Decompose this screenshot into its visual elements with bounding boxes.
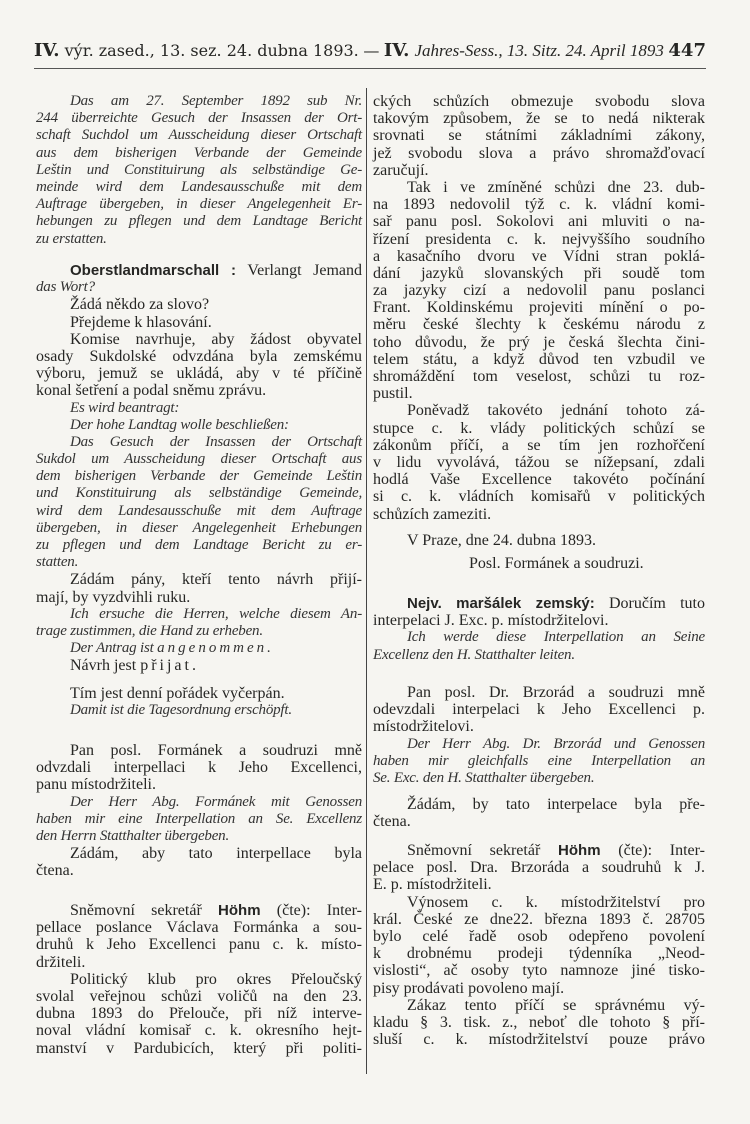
marshal-response — [373, 595, 705, 664]
text-line: řízení presidenta c. k. nejvyššího soudního — [373, 230, 705, 248]
text-line: druhů k Jeho Excellenci panu c. k. místo- — [36, 936, 362, 954]
header-session-roman-cz: IV. — [34, 40, 60, 61]
text-line: V Praze, dne 24. dubna 1893. — [407, 532, 596, 549]
text-line: Pan posl. Dr. Brzorád a soudruzi mně — [407, 684, 705, 701]
text-line: dubna 1893 do Přelouče, při níž interve- — [36, 1005, 362, 1023]
text-line: hebungen zu pflegen und dem Landtage Bericht — [36, 213, 362, 230]
text-line: 244 überreichte Gesuch der Insassen der Ort- — [36, 110, 362, 127]
text-line: odvzdali interpellaci k Jeho Excellenci, — [36, 759, 362, 777]
text-line: Posl. Formánek a soudruzi. — [469, 555, 644, 572]
signature — [373, 555, 705, 572]
text-line: trage zustimmen, die Hand zu erheben. — [36, 622, 263, 639]
text-line: Přejdeme k hlasování. — [70, 313, 212, 331]
text-line — [36, 657, 362, 674]
text-line: Pan posl. Formánek a soudruzi mně — [70, 742, 362, 759]
text-line: zaručují. — [373, 161, 429, 179]
text-line: výboru, jemuž se ukládá, aby v té příčině — [36, 365, 362, 383]
text-line: das Wort? — [36, 279, 95, 296]
agenda-closed — [36, 685, 362, 719]
text-line: čtena. — [373, 813, 411, 831]
text-line: Komise navrhuje, aby žádost obyvatel — [70, 330, 362, 348]
text-line: zákonům příčí, a se tím jen rozhořčení — [373, 436, 705, 454]
text-segment: Verlangt Jemand — [236, 262, 362, 279]
text-line: sluší c. k. místodržitelství pouze právo — [373, 1031, 705, 1049]
text-line: dem bisherigen Verbande der Gemeinde Leštin — [36, 468, 362, 485]
page-number: 447 — [668, 40, 706, 61]
text-line: toho důvodu, že prý je česká šlechta čini- — [373, 333, 705, 351]
text-line: Žádá někdo za slovo? — [70, 296, 210, 314]
text-line: kladu § 3. tisk. z., neboť dle tohoto § pří- — [373, 1013, 705, 1031]
text-line: pustil. — [373, 385, 413, 403]
header-german — [384, 40, 664, 61]
text-line — [373, 595, 705, 612]
text-line: Tak i ve zmíněné schůzi dne 23. dub- — [407, 178, 705, 196]
text-line: Das Gesuch der Insassen der Ortschaft — [70, 433, 362, 450]
text-line: Frant. Koldinskému projeviti mínění o po- — [373, 299, 705, 317]
text-line: hodlá Vaše Excellence takovéto počínání — [373, 471, 705, 489]
text-line: ckých schůzích obmezuje svobodu slova — [373, 93, 705, 110]
text-line: Auftrage übergeben, in dieser Angelegenheit Er- — [36, 196, 362, 213]
text-line — [36, 640, 362, 657]
text-line: Leštin und Constituirung als selbständige Ge- — [36, 161, 362, 178]
text-line: shromáždění tom veselost, schůzi tu roz- — [373, 368, 705, 385]
text-line: bylo celé řadě osob odepřeno povolení — [373, 927, 705, 945]
brzorad-interpellation-notice — [373, 684, 705, 787]
text-line: zu pflegen und dem Landtage Bericht zu er- — [36, 537, 362, 553]
text-line: Excellenz den H. Statthalter leiten. — [373, 646, 575, 663]
text-line: odevzdali interpelaci k Jeho Excellenci p. — [373, 701, 705, 719]
text-line: Ich ersuche die Herren, welche diesem An- — [70, 605, 362, 622]
speaker-name: Nejv. maršálek zemský: — [407, 595, 595, 612]
text-line: Zádám, aby tato interpellace byla — [70, 845, 362, 863]
text-line: osady Sukdolské odvzdána byla zemskému — [36, 347, 362, 365]
header-dash: — — [363, 41, 380, 60]
text-segment: (čte): Inter- — [600, 842, 705, 859]
text-segment: přijat. — [140, 657, 199, 675]
text-line: stupce c. k. vlády politických schůzí se — [373, 419, 705, 437]
speaker-name: Oberstlandmarschall : — [70, 262, 236, 279]
text-line: pellace poslance Václava Formánka a sou- — [36, 919, 362, 937]
text-line: Es wird beantragt: — [70, 399, 180, 416]
speaker-name: Höhm — [558, 842, 601, 859]
text-line: Politický klub pro okres Přeloučský — [70, 970, 362, 988]
text-line: Der hohe Landtag wolle beschließen: — [70, 416, 289, 433]
text-line: na 1893 nedovolil týž c. k. vládní komi- — [373, 196, 705, 214]
formanek-interpellation-text — [36, 902, 362, 1057]
text-segment: angenommen. — [157, 640, 274, 657]
header-session-roman-de: IV. — [383, 40, 410, 61]
text-line: schaft Suchdol um Ausscheidung dieser Ortschaft — [36, 127, 362, 144]
text-line: übergeben, in dieser Angelegenheit Erhebungen — [36, 519, 362, 536]
text-line — [373, 842, 705, 859]
text-line: místodržitelovi. — [373, 718, 474, 736]
text-line: Zádám pány, kteří tento návrh přijí- — [70, 571, 362, 589]
header-session-de: Jahres-Sess., 13. Sitz. 24. April 1893 — [414, 41, 664, 60]
text-line: držiteli. — [36, 953, 86, 971]
text-line: Der Herr Abg. Dr. Brzorád und Genossen — [407, 735, 705, 752]
interpellation-continued — [373, 93, 705, 523]
text-line: haben mir eine Interpellation an Se. Excellenz — [36, 810, 362, 827]
text-segment: Sněmovní sekretář — [407, 842, 559, 859]
text-line: k drobnému prodeji týdenníka „Neod- — [373, 945, 705, 963]
text-line: sař panu posl. Sokolovi ani mluviti o na- — [373, 213, 705, 231]
running-header — [34, 40, 706, 66]
text-line: Tím jest denní pořádek vyčerpán. — [70, 685, 285, 702]
text-line — [36, 262, 362, 279]
text-line: v lidu vyvolává, tážou se nížepsaní, zdali — [373, 453, 705, 471]
text-line: měru české šlechty k českému národu z — [373, 316, 705, 334]
header-session-cz: výr. zased., 13. sez. 24. dubna 1893. — [64, 41, 359, 60]
column-divider — [366, 88, 367, 1074]
text-line: jež svobodu slova a právo shromažďovací — [373, 144, 705, 162]
text-line: haben mir gleichfalls eine Interpellation an — [373, 752, 705, 769]
text-segment: Der Antrag ist — [70, 640, 158, 657]
place-date — [373, 532, 705, 549]
text-line — [36, 902, 362, 919]
text-line: Poněvadž takovéto jednání tohoto zá- — [407, 402, 705, 420]
text-line: Ich werde diese Interpellation an Seine — [407, 629, 705, 646]
text-line: zu erstatten. — [36, 230, 107, 247]
text-line: manství v Pardubicích, který při politi- — [36, 1039, 362, 1057]
text-line: srovnati se státními základními zákony, — [373, 127, 705, 145]
text-line: za jazyky cizí a nedovolil panu poslanci — [373, 282, 705, 300]
text-segment: Doručím tuto — [594, 595, 705, 612]
text-line: čtena. — [36, 862, 74, 880]
vote-proceedings — [36, 262, 362, 675]
text-line: mají, by vyzdvihli ruku. — [36, 588, 191, 606]
text-line: král. České ze dne22. března 1893 č. 28705 — [373, 910, 705, 928]
header-rule — [34, 68, 706, 69]
text-segment: Návrh jest — [70, 657, 141, 675]
formanek-interpellation-notice — [36, 742, 362, 880]
brzorad-interpellation-text — [373, 842, 705, 1048]
text-line: Der Herr Abg. Formánek mit Genossen — [70, 793, 362, 810]
text-line: und Konstituirung als selbständige Gemeinde, — [36, 485, 362, 502]
text-line: konal šetření a podal sněmu zprávu. — [36, 382, 267, 400]
speaker-name: Höhm — [218, 902, 261, 919]
text-line: a kasačního dvoru ve Vídni stran poklá- — [373, 247, 705, 265]
text-line: Zákaz tento příčí se správnému vý- — [407, 996, 705, 1014]
text-line: si c. k. vládních komisařů v politických — [373, 488, 705, 506]
text-line: Sukdol um Ausscheidung dieser Ortschaft aus — [36, 451, 362, 468]
text-line: aus dem bisherigen Verbande der Gemeinde — [36, 144, 362, 161]
text-line: Se. Exc. den H. Statthalter übergeben. — [373, 769, 595, 786]
text-segment: (čte): Inter- — [260, 902, 362, 919]
text-line: meinde wird dem Landesausschuße mit dem — [36, 178, 362, 195]
text-line: statten. — [36, 554, 79, 571]
text-line: wird dem Landesausschuße mit dem Auftrage — [36, 502, 362, 519]
text-line: dání jazyků slovanských při soudě tom — [373, 264, 705, 282]
text-line: schůzích zameziti. — [373, 505, 492, 523]
header-czech — [34, 40, 359, 61]
text-segment: Sněmovní sekretář — [70, 902, 219, 919]
text-line: Žádám, by tato interpelace byla pře- — [407, 796, 705, 813]
text-line: Das am 27. September 1892 sub Nr. — [70, 93, 362, 109]
text-line: svolal veřejnou schůzi voličů na den 23. — [36, 987, 362, 1005]
text-line: E. p. místodržiteli. — [373, 876, 492, 894]
text-line: vislosti“, ač osoby tyto namnoze jiné tisko- — [373, 962, 705, 980]
text-line: telem státu, a když důvod ten vzbudil ve — [373, 350, 705, 368]
text-line: Damit ist die Tagesordnung erschöpft. — [70, 702, 292, 719]
text-line: interpelaci J. Exc. p. místodržitelovi. — [373, 612, 609, 630]
text-line: noval vládní komisař c. k. okresního hejt- — [36, 1022, 362, 1040]
reading-request — [373, 796, 705, 830]
text-line: den Herrn Statthalter übergeben. — [36, 827, 230, 844]
text-line: panu místodržiteli. — [36, 776, 156, 794]
text-line: pelace posl. Dra. Brzoráda a soudruhů k J. — [373, 859, 705, 877]
text-line: takovým způsobem, že se to nedá nikterak — [373, 110, 705, 128]
petition-paragraph-german — [36, 93, 362, 248]
text-line: pisy prodávati povoleno mají. — [373, 979, 565, 997]
text-line: Výnosem c. k. místodržitelství pro — [407, 893, 705, 911]
